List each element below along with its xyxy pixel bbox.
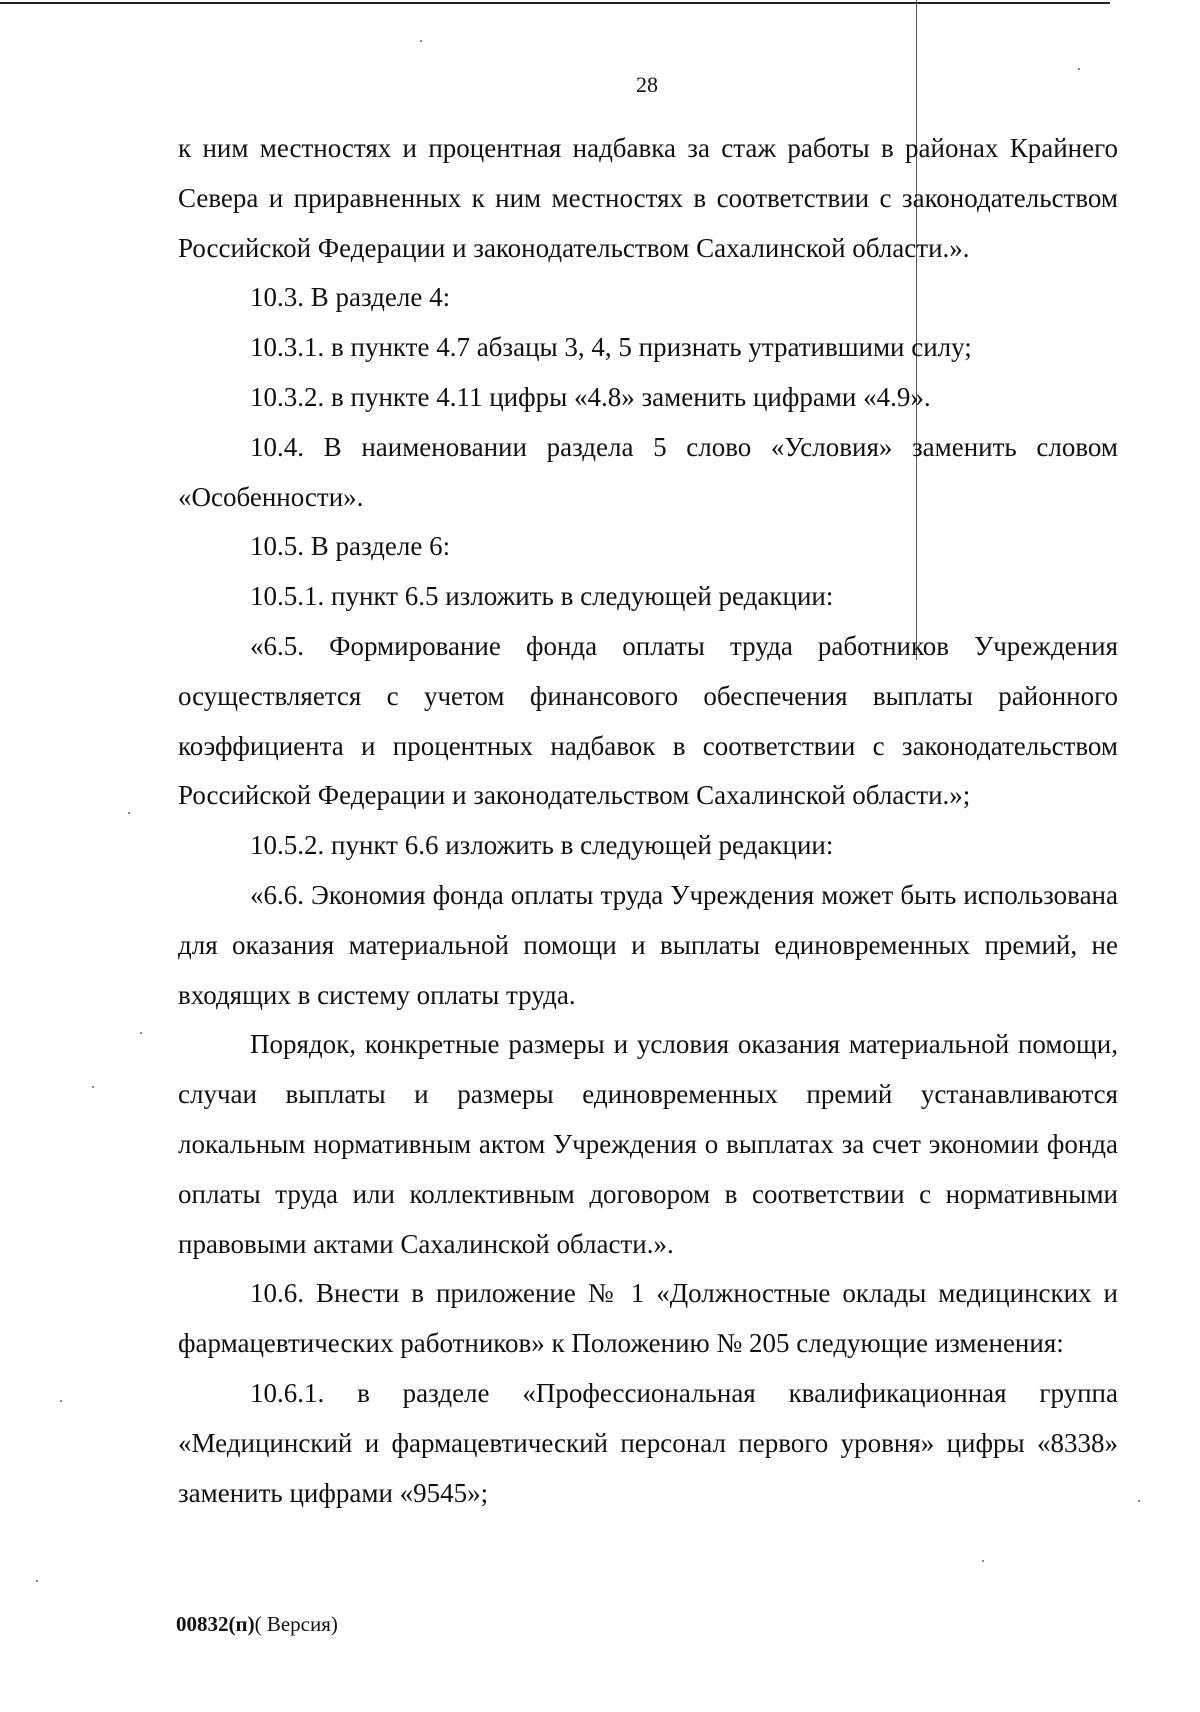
scan-speck — [982, 1560, 984, 1562]
footer-document-code — [176, 1612, 338, 1637]
paragraph: 10.5. В разделе 6: — [250, 531, 451, 562]
paragraph: 10.3.1. в пункте 4.7 абзацы 3, 4, 5 признать утратившими силу; — [250, 332, 972, 363]
scan-speck — [92, 1086, 94, 1088]
scan-speck — [420, 40, 422, 42]
paragraph: 10.3.2. в пункте 4.11 цифры «4.8» заменить цифрами «4.9». — [250, 381, 931, 412]
scan-edge-line — [0, 2, 1110, 4]
paragraph: «6.5. Формирование фонда оплаты труда работников Учреждения осуществляется с учетом финансового обеспечения выплаты районного коэффициента и процентных надбавок в соответствии с законодательством Российской Федерации и законодательством Сахалинской области.»; — [178, 630, 1118, 811]
page-number: 28 — [636, 72, 658, 97]
paragraph: 10.3. В разделе 4: — [250, 282, 451, 313]
paragraph: 10.5.2. пункт 6.6 изложить в следующей редакции: — [250, 830, 834, 861]
document-version: ( Версия) — [254, 1612, 338, 1636]
paragraph: к ним местностях и процентная надбавка за стаж работы в районах Крайнего Севера и приравненных к ним местностях в соответствии с законодательством Российской Федерации и законодательством Сахалинской области.». — [178, 133, 1118, 263]
scan-speck — [128, 812, 130, 814]
paragraph: 10.6. Внести в приложение № 1 «Должностные оклады медицинских и фармацевтических работников» к Положению № 205 следующие изменения: — [178, 1278, 1118, 1359]
scan-speck — [1078, 68, 1080, 70]
paragraph: 10.5.1. пункт 6.5 изложить в следующей редакции: — [250, 581, 834, 612]
paragraph: Порядок, конкретные размеры и условия оказания материальной помощи, случаи выплаты и размеры единовременных премий устанавливаются локальным нормативным актом Учреждения о выплатах за счет экономии фонда оплаты труда или коллективным договором в соответствии с нормативными правовыми актами Сахалинской области.». — [178, 1029, 1118, 1259]
scan-speck — [140, 1032, 142, 1034]
paragraph: 10.4. В наименовании раздела 5 слово «Условия» заменить словом «Особенности». — [178, 431, 1118, 512]
scan-speck — [60, 1400, 62, 1402]
paragraph: 10.6.1. в разделе «Профессиональная квалификационная группа «Медицинский и фармацевтический персонал первого уровня» цифры «8338» заменить цифрами «9545»; — [178, 1377, 1118, 1508]
scan-speck — [1138, 1500, 1140, 1502]
scan-speck — [36, 1580, 38, 1582]
paragraph: «6.6. Экономия фонда оплаты труда Учреждения может быть использована для оказания материальной помощи и выплаты единовременных премий, не входящих в систему оплаты труда. — [178, 879, 1118, 1010]
document-code: 00832(п) — [176, 1612, 255, 1636]
document-body — [178, 124, 1118, 1518]
